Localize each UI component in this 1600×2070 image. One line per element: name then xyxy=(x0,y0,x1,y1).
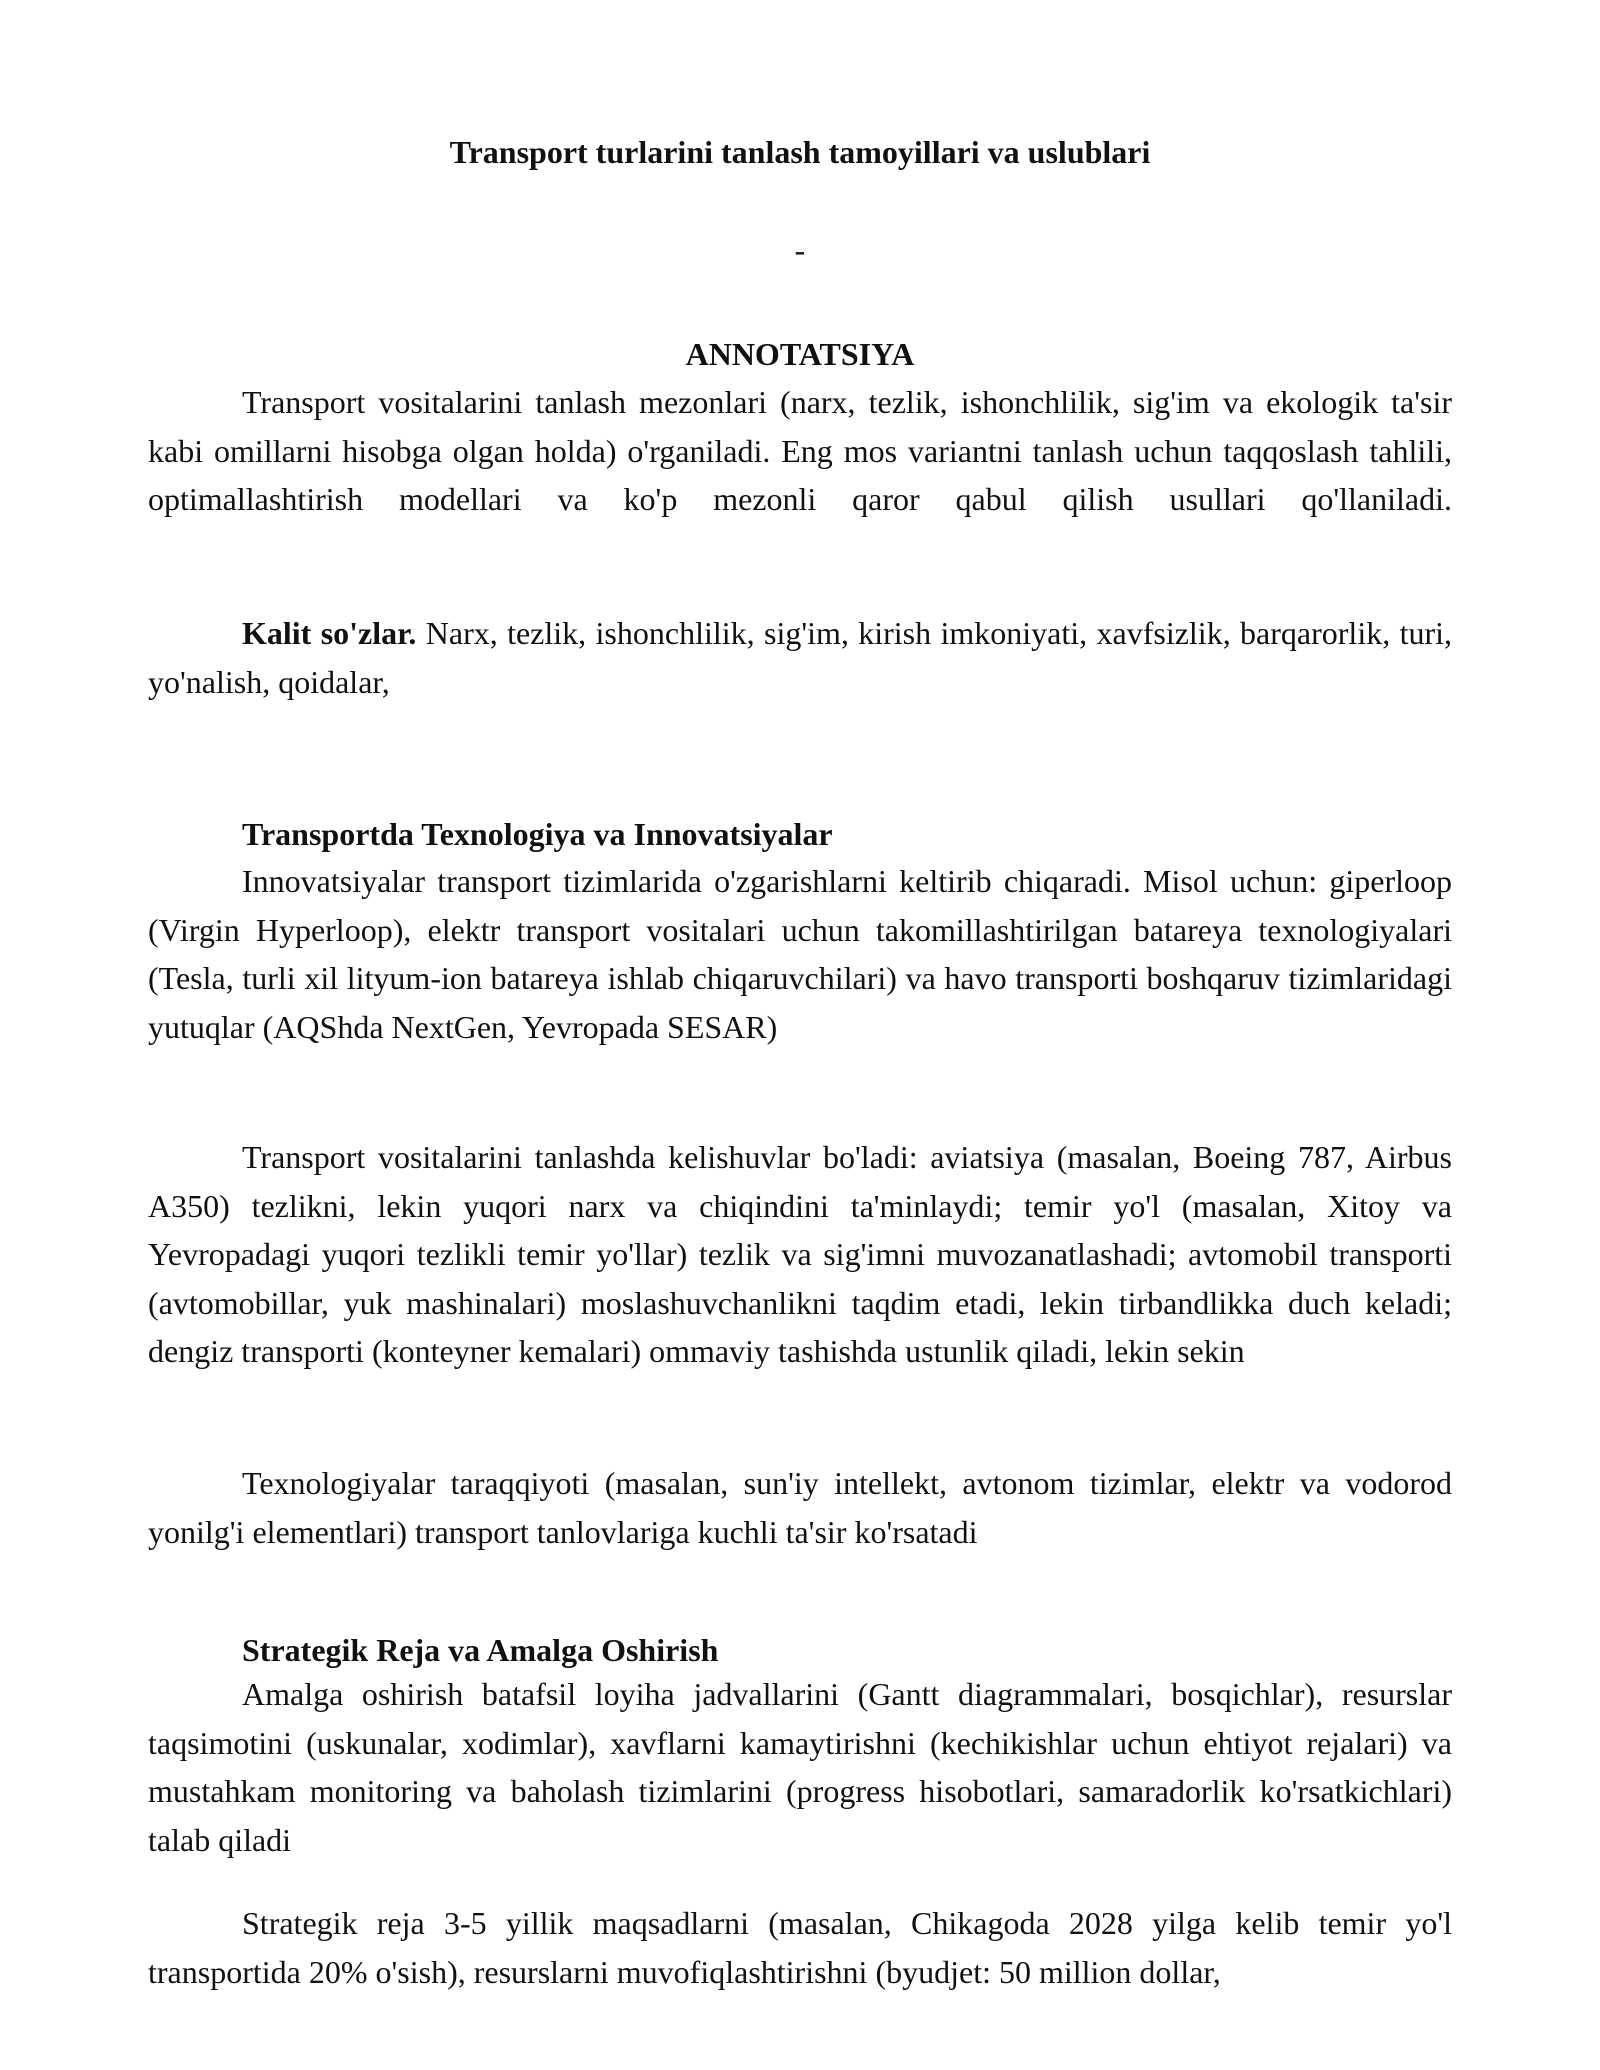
keywords-label: Kalit so'zlar. xyxy=(242,615,417,651)
title-separator: - xyxy=(794,232,806,268)
paragraph-tradeoffs: Transport vositalarini tanlashda kelishuvlar bo'ladi: aviatsiya (masalan, Boeing 787, Airbus A350) tezlikni, lekin yuqori narx va chiqindini ta'minlaydi; temir yo'l (masalan, Xitoy va Yevropadagi yuqori tezlikli temir yo'llar) tezlik va sig'imni muvozanatlashadi; avtomobil transporti (avtomobillar, yuk mashinalari) moslashuvchanlikni taqdim etadi, lekin tirbandlikka duch keladi; dengiz transporti (konteyner kemalari) ommaviy tashishda ustunlik qiladi, lekin sekin xyxy=(148,1139,1452,1370)
annotation-paragraph: Transport vositalarini tanlash mezonlari (narx, tezlik, ishonchlilik, sig'im va ekologik ta'sir kabi omillarni hisobga olgan holda) o'rganiladi. Eng mos variantni tanlash uchun taqqoslash tahlili, optimallashtirish modellari va ko'p mezonli qaror qabul qilish usullari qo'llaniladi. xyxy=(148,384,1452,518)
section-heading-strategy: Strategik Reja va Amalga Oshirish xyxy=(242,1632,719,1668)
paragraph-tech-progress: Texnologiyalar taraqqiyoti (masalan, sun'iy intellekt, avtonom tizimlar, elektr va vodorod yonilg'i elementlari) transport tanlovlariga kuchli ta'sir ko'rsatadi xyxy=(148,1465,1452,1550)
document-title: Transport turlarini tanlash tamoyillari va uslublari xyxy=(449,134,1151,170)
section-heading-technology: Transportda Texnologiya va Innovatsiyalar xyxy=(242,816,833,852)
paragraph-innovations: Innovatsiyalar transport tizimlarida o'zgarishlarni keltirib chiqaradi. Misol uchun: giperloop (Virgin Hyperloop), elektr transport vositalari uchun takomillashtirilgan batareya texnologiyalari (Tesla, turli xil lityum-ion batareya ishlab chiqaruvchilari) va havo transporti boshqaruv tizimlaridagi yutuqlar (AQShda NextGen, Yevropada SESAR) xyxy=(148,863,1452,1045)
keywords-paragraph xyxy=(148,609,1452,706)
paragraph-implementation: Amalga oshirish batafsil loyiha jadvallarini (Gantt diagrammalari, bosqichlar), resurslar taqsimotini (uskunalar, xodimlar), xavflarni kamaytirishni (kechikishlar uchun ehtiyot rejalari) va mustahkam monitoring va baholash tizimlarini (progress hisobotlari, samaradorlik ko'rsatkichlari) talab qiladi xyxy=(148,1676,1452,1858)
annotation-heading: ANNOTATSIYA xyxy=(685,336,915,372)
keywords-text: Narx, tezlik, ishonchlilik, sig'im, kirish imkoniyati, xavfsizlik, barqarorlik, turi, yo'nalish, qoidalar, xyxy=(148,615,1452,700)
paragraph-strategic-plan: Strategik reja 3-5 yillik maqsadlarni (masalan, Chikagoda 2028 yilga kelib temir yo'l transportida 20% o'sish), resurslarni muvofiqlashtirishni (byudjet: 50 million dollar, xyxy=(148,1905,1452,1990)
